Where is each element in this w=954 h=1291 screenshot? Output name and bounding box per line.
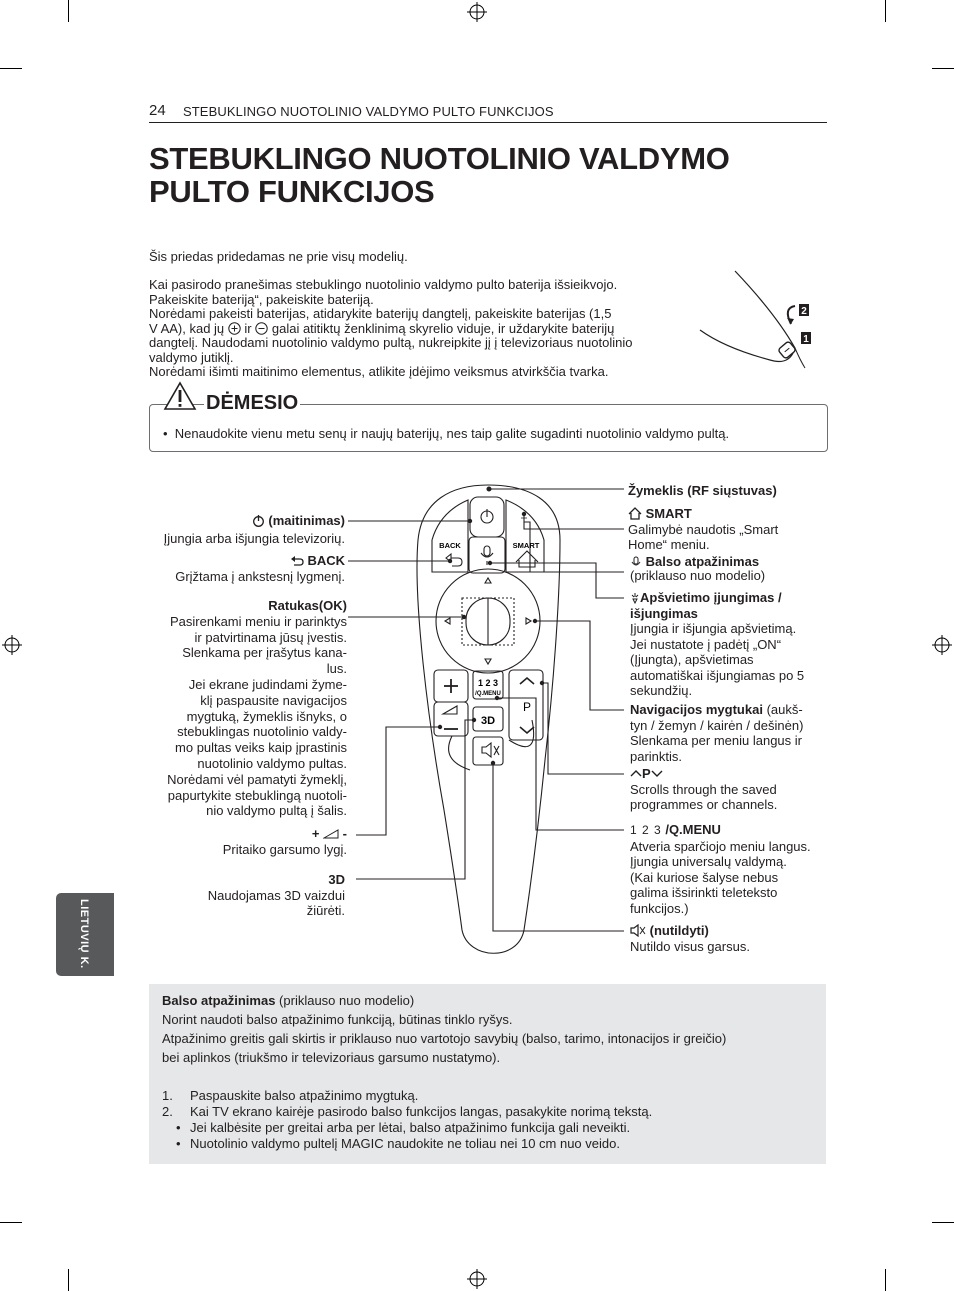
battery-line: Norėdami išimti maitinimo elementus, atlikite įdėjimo veiksmus atvirkščia tvarka.: [149, 364, 609, 379]
svg-text:1: 1: [803, 334, 809, 345]
p-key-label: P: [522, 700, 532, 714]
list-item: 2. Kai TV ekrano kairėje pasirodo balso funkcijos langas, pasakykite norimą tekstą.: [162, 1104, 653, 1119]
remote-groove: [449, 736, 470, 770]
voice-box-steps: [162, 1088, 802, 1152]
chevron-up-icon: [630, 769, 642, 778]
microphone-icon: [484, 546, 490, 556]
qmenu-key-label: /Q.MENU: [475, 691, 501, 697]
page-number: 24: [149, 102, 166, 119]
channel-up-icon: [520, 678, 534, 684]
running-title: STEBUKLINGO NUOTOLINIO VALDYMO PULTO FUNKCIJOS: [183, 104, 554, 119]
power-label: (maitinimas) Įjungia arba išjungia televizorių.: [163, 513, 345, 546]
svg-text:2: 2: [801, 306, 807, 317]
battery-line: valdymo jutiklį.: [149, 349, 234, 365]
caution-item: • Nenaudokite vienu metu senų ir naujų baterijų, nes taip galite sugadinti nuotolinio valdymo pultą.: [163, 426, 730, 441]
threed-key-label: 3D: [480, 715, 496, 727]
home-icon: [628, 507, 642, 520]
pointer-label: Žymeklis (RF siųstuvas): [628, 483, 777, 498]
home-icon: [516, 551, 538, 567]
page-title-line-2: PULTO FUNKCIJOS: [149, 174, 435, 209]
battery-line: Kai pasirodo pranešimas stebuklingo nuotolinio valdymo pulto baterija išsieikvojo.: [149, 277, 618, 292]
remote-groove: [509, 720, 534, 747]
mute-icon: [630, 924, 646, 937]
smart-label: SMART Galimybė naudotis „Smart Home“ meniu.: [628, 506, 779, 552]
navigation-label: Navigacijos mygtukai (aukš- tyn / žemyn / kairėn / dešinėn) Slenkama per meniu langus ir parinktis.: [630, 702, 804, 764]
volume-wedge-icon: [323, 829, 339, 839]
light-icon: [630, 592, 640, 604]
back-label: BACK Grįžtama į ankstesnį lygmenį.: [175, 553, 345, 584]
page-title-line-1: STEBUKLINGO NUOTOLINIO VALDYMO: [149, 141, 730, 176]
smart-key-label: SMART: [512, 541, 540, 550]
number-key-label: 1 2 3: [477, 678, 499, 688]
battery-line: Pakeiskite bateriją“, pakeiskite bateriją.: [149, 291, 374, 307]
intro-text: Šis priedas pridedamas ne prie visų modelių.: [149, 249, 408, 264]
battery-line: dangtelį. Naudodami nuotolinio valdymo pultą, nukreipkite jį į televizoriaus nuotolinio: [149, 335, 633, 350]
voice-key: [469, 537, 505, 573]
chevron-down-icon: [651, 769, 663, 778]
list-item: • Nuotolinio valdymo pultelį MAGIC naudokite ne toliau nei 10 cm nuo veido.: [176, 1136, 620, 1151]
list-item: • Jei kalbėsite per greitai arba per lėtai, balso atpažinimo funkcija gali neveikti.: [176, 1120, 631, 1135]
light-label: Apšvietimo įjungimas / išjungimas Įjungia ir išjungia apšvietimą. Jei nustatote į padėtį „ON“ (Įjungta), apšvietimas automatiškai išjungiamas po 5 sekundžių.: [630, 590, 805, 698]
channel-down-icon: [520, 727, 534, 733]
language-tab-label: LIETUVIŲ K.: [78, 899, 90, 969]
wheel-label: Ratukas(OK) Pasirenkami meniu ir parinktys ir patvirtinama jūsų įvestis. Slenkama per įrašytus kana- lus. Jei ekrane judindami žyme- klį paspausite navigacijos mygtuką, žymeklis išnyks, o stebuklingas nuotolinio valdy- mo pultas veiks kaip įprastinis nuotolinio valdymo pultas. Norėdami vėl pamatyti žymeklį, papurtykite stebuklingą nuotoli- nio valdymo pultą į šalis.: [167, 598, 347, 819]
back-arrow-icon: [290, 555, 304, 566]
voice-box-text: Balso atpažinimas (priklauso nuo modelio) Norint naudoti balso atpažinimo funkciją, būtinas tinklo ryšys. Atpažinimo greitis gali skirtis ir priklauso nuo vartotojo savybių (balso, tarimo, intonacijos ir greičio) bei aplinkos (triukšmo ir televizoriaus garsumo nustatymo).: [162, 993, 727, 1065]
back-key-label: BACK: [439, 541, 461, 550]
mute-icon: [482, 743, 491, 757]
voice-label: Balso atpažinimas (priklauso nuo modelio): [630, 554, 766, 583]
channel-label: P Scrolls through the saved programmes or channels.: [630, 766, 778, 812]
volume-down-key: [434, 702, 468, 736]
volume-label: + - Pritaiko garsumo lygį.: [222, 826, 347, 857]
caution-title: DĖMESIO: [206, 392, 299, 414]
list-item: 1. Paspauskite balso atpažinimo mygtuką.: [162, 1088, 419, 1103]
mute-key: [473, 737, 503, 765]
power-icon: [252, 514, 265, 527]
battery-line: Norėdami pakeisti baterijas, atidarykite baterijų dangtelį, pakeiskite baterijas (1,5: [149, 306, 612, 321]
mute-label: (nutildyti) Nutildo visus garsus.: [630, 923, 750, 954]
qmenu-label: 1 2 3 /Q.MENU Atveria sparčiojo meniu langus. Įjungia universalų valdymą. (Kai kuriose šalyse nebus galima išsirinkti teleteksto funkcijos.): [630, 822, 811, 916]
microphone-icon: [630, 556, 642, 568]
threed-label: 3D Naudojamas 3D vaizdui žiūrėti.: [207, 872, 345, 918]
volume-wedge-icon: [443, 706, 457, 714]
battery-line: V AA), kad jų ir galai atitiktų ženklinimą skyrelio viduje, ir uždarykite baterijų: [149, 320, 615, 336]
smart-key: [506, 500, 544, 572]
